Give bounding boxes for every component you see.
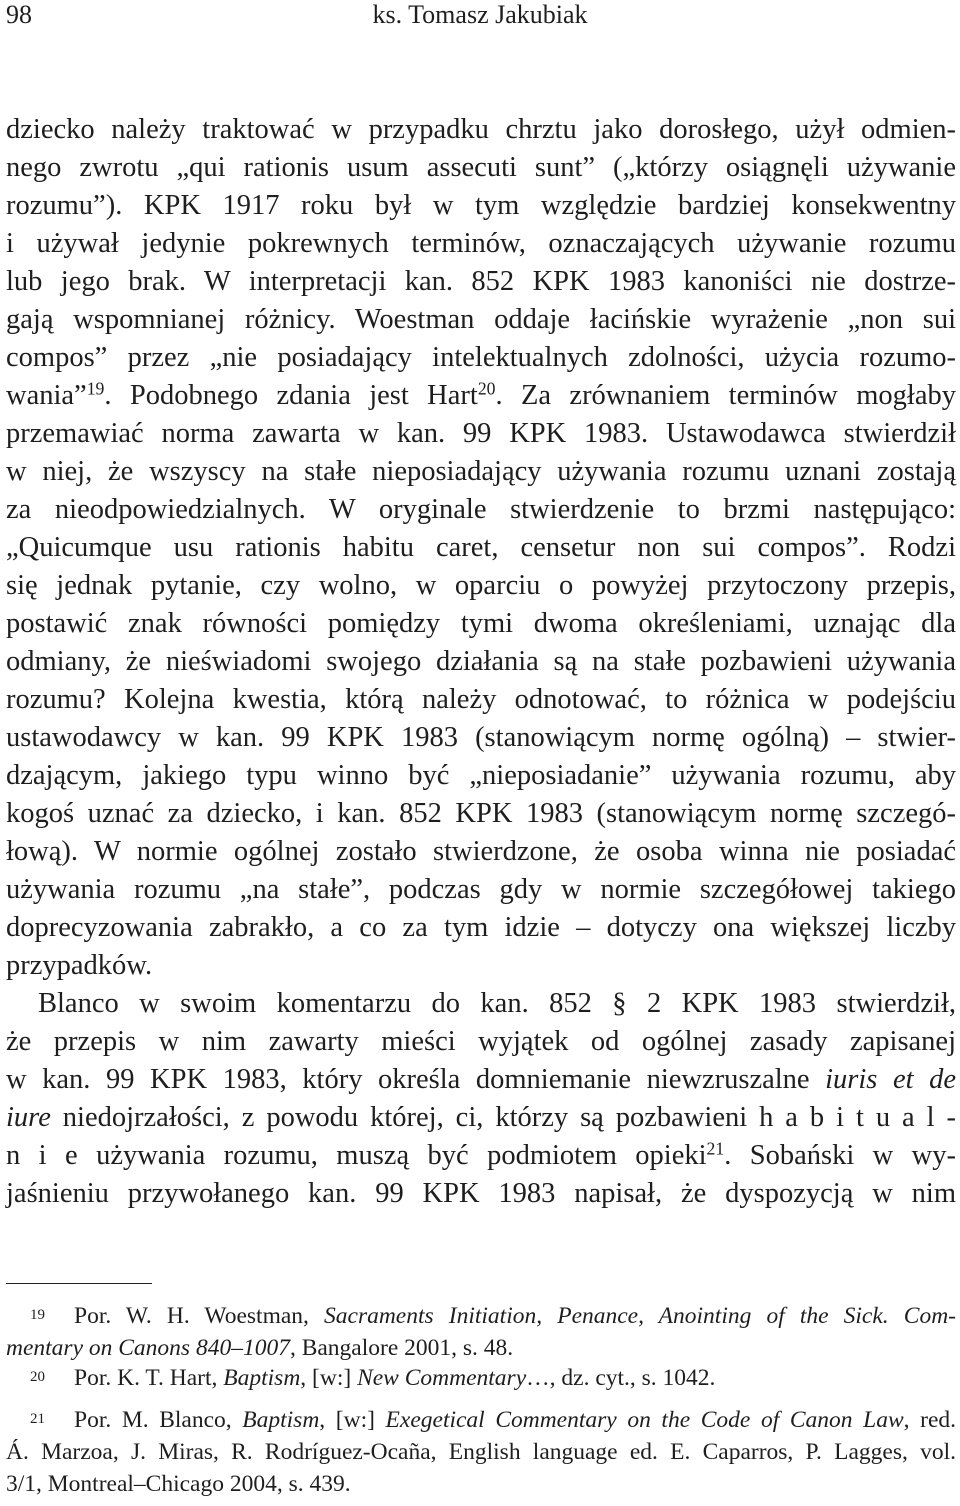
text-line: jaśnieniu przywołanego kan. 99 KPK 1983 napisał, że dyspozycją w nim: [6, 1178, 956, 1209]
text-line: compos” przez „nie posiadający intelektualnych zdolności, użycia rozumo-: [6, 342, 956, 373]
text-line: rozumu? Kolejna kwestia, którą należy odnotować, to różnica w podejściu: [6, 684, 956, 715]
running-header: [0, 0, 960, 34]
footnote-ref: 21: [706, 1138, 725, 1159]
footnote-line: 3/1, Montreal–Chicago 2004, s. 439.: [6, 1471, 351, 1497]
text-line: rozumu”). KPK 1917 roku był w tym względzie bardziej konsekwentny: [6, 190, 956, 221]
text-line: i używał jedynie pokrewnych terminów, oznaczających używanie rozumu: [6, 228, 956, 259]
footnote-ref: 20: [477, 378, 496, 399]
text-line: dzającym, jakiego typu winno być „nieposiadanie” używania rozumu, aby: [6, 760, 956, 791]
text-line: się jednak pytanie, czy wolno, w oparciu o powyżej przytoczony przepis,: [6, 570, 956, 601]
text-line: n i e używania rozumu, muszą być podmiotem opieki$^{21}$. Sobański w wy-: [6, 1138, 956, 1171]
text-line: doprecyzowania zabrakło, a co za tym idzie – dotyczy ona większej liczby: [6, 912, 956, 943]
text-line: ustawodawcy w kan. 99 KPK 1983 (stanowiącym normę ogólną) – stwier-: [6, 722, 956, 753]
running-head-author: ks. Tomasz Jakubiak: [372, 0, 588, 29]
text-line: wania”$^{19}$. Podobnego zdania jest Hart$^{20}$. Za zrównaniem terminów mogłaby: [6, 378, 956, 411]
text-line: przemawiać norma zawarta w kan. 99 KPK 1983. Ustawodawca stwierdził: [6, 418, 956, 449]
footnote-ref: 19: [86, 378, 105, 399]
footnote-mark: 20: [30, 1369, 45, 1385]
footnote-line: Por. K. T. Hart, Baptism, [w:] New Commentary…, dz. cyt., s. 1042.: [74, 1365, 716, 1391]
footnote-line: Por. W. H. Woestman, Sacraments Initiation, Penance, Anointing of the Sick. Com-: [74, 1303, 956, 1329]
text-line: gają wspomnianej różnicy. Woestman oddaje łacińskie wyrażenie „non sui: [6, 304, 956, 335]
text-line: w kan. 99 KPK 1983, który określa domniemanie niewzruszalne iuris et de: [6, 1064, 956, 1095]
text-line: łową). W normie ogólnej zostało stwierdzone, że osoba winna nie posiadać: [6, 836, 956, 867]
text-line: Blanco w swoim komentarzu do kan. 852 § 2 KPK 1983 stwierdził,: [38, 988, 956, 1019]
text-line: używania rozumu „na stałe”, podczas gdy w normie szczegółowej takiego: [6, 874, 956, 905]
text-line: za nieodpowiedzialnych. W oryginale stwierdzenie to brzmi następująco:: [6, 494, 956, 525]
text-line: lub jego brak. W interpretacji kan. 852 KPK 1983 kanoniści nie dostrze-: [6, 266, 956, 297]
footnote-mark: 21: [30, 1411, 45, 1427]
footnote-line: mentary on Canons 840–1007, Bangalore 2001, s. 48.: [6, 1335, 514, 1361]
text-line: kogoś uznać za dziecko, i kan. 852 KPK 1983 (stanowiącym normę szczegó-: [6, 798, 956, 829]
text-line: nego zwrotu „qui rationis usum assecuti sunt” („którzy osiągnęli używanie: [6, 152, 956, 183]
footnote-mark: 19: [30, 1307, 45, 1323]
text-line: przypadków.: [6, 950, 153, 981]
text-line: iure niedojrzałości, z powodu której, ci, którzy są pozbawieni h a b i t u a l -: [6, 1102, 956, 1133]
text-line: „Quicumque usu rationis habitu caret, censetur non sui compos”. Rodzi: [6, 532, 956, 563]
text-line: że przepis w nim zawarty mieści wyjątek od ogólnej zasady zapisanej: [6, 1026, 956, 1057]
footnote-line: Á. Marzoa, J. Miras, R. Rodríguez-Ocaña, English language ed. E. Caparros, P. Lagges, vol.: [6, 1439, 956, 1465]
text-line: odmiany, że nieświadomi swojego działania są na stałe pozbawieni używania: [6, 646, 956, 677]
text-line: w niej, że wszyscy na stałe nieposiadający używania rozumu uznani zostają: [6, 456, 956, 487]
footnote-line: Por. M. Blanco, Baptism, [w:] Exegetical Commentary on the Code of Canon Law, red.: [74, 1407, 957, 1433]
page-number: 98: [6, 0, 32, 29]
text-line: dziecko należy traktować w przypadku chrztu jako dorosłego, użył odmien-: [6, 114, 956, 145]
text-line: postawić znak równości pomiędzy tymi dwoma określeniami, uznając dla: [6, 608, 956, 639]
footnote-separator: [6, 1283, 152, 1284]
